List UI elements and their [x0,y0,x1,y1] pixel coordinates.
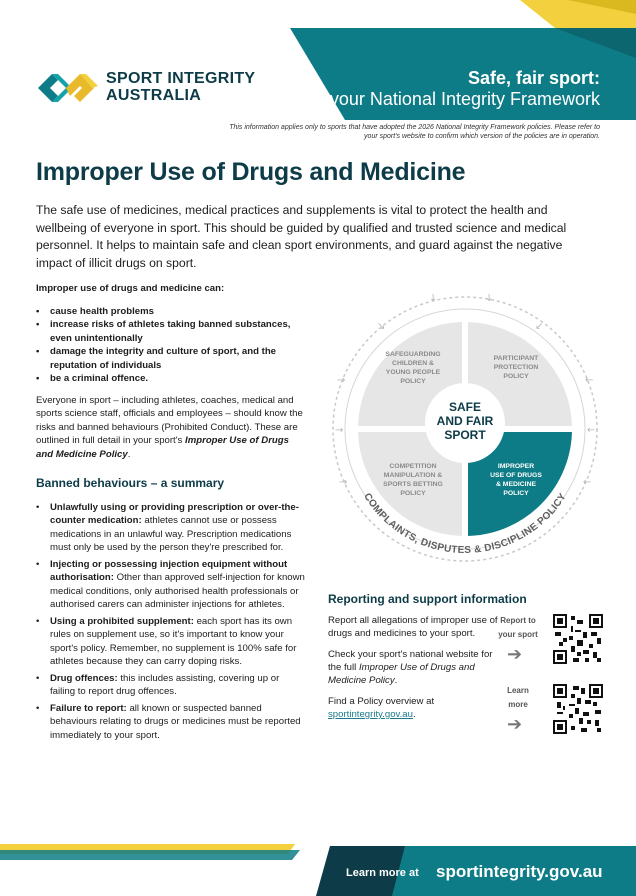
svg-text:↓: ↓ [429,293,438,304]
list-item [36,501,306,555]
banned-item-text: Other than approved self-injection for known medical conditions, only authorised health professionals or authorised carers can administer injections for athletes. [50,572,305,610]
reporting-text: . [394,675,398,686]
quadrant-improper-label: & MEDICINE [495,481,537,488]
banned-item-title: Injecting or possessing injection equipment without authorisation: [50,558,288,583]
list-item: • damage the integrity and culture of sport, and the reputation of individuals [36,345,306,372]
banned-item-text: each sport has its own rules on supplement use, so it's important to know your sport's policy. Remember, no supplement is 100% safe for athletes because they can carry doping risks. [50,615,297,667]
logo-mark-icon [36,66,98,108]
policy-name: Improper Use of Drugs and Medicine Policy [36,435,289,460]
svg-text:→: → [339,477,348,488]
footer-learn-text: Learn more at [346,867,419,879]
quadrant-competition-label: POLICY [400,490,426,497]
list-item [36,558,306,612]
center-line2: AND FAIR [436,414,494,428]
reporting-paragraph-3 [328,695,498,721]
framework-title [330,68,600,110]
framework-diagram [325,285,605,570]
qr-learn-label [493,684,543,712]
quadrant-safeguarding-label: POLICY [400,378,426,385]
qr-report-block [493,614,603,670]
svg-text:←: ← [585,375,594,386]
qr-report-label-line2: your sport [498,630,538,639]
ring-label: COMPLAINTS, DISPUTES & DISCIPLINE POLICY [361,491,569,557]
svg-text:←: ← [583,477,592,488]
footer-url-link[interactable]: sportintegrity.gov.au [436,862,603,881]
disclaimer: This information applies only to sports that have adopted the 2026 National Integrity Framework policies. Please refer to your sport's website to confirm which version of the policies are in operation. [229,124,600,140]
quadrant-safeguarding-label: CHILDREN & [392,360,434,367]
svg-text:→: → [337,375,346,386]
qr-code-icon[interactable] [553,684,603,734]
quadrant-safeguarding-label: YOUNG PEOPLE [385,369,441,376]
quadrant-improper-label: IMPROPER [497,463,535,470]
banned-item-title: Using a prohibited supplement: [50,615,194,627]
reporting-text: Find a Policy overview at [328,696,435,707]
banned-list [36,501,306,743]
list-item [36,672,306,699]
everyone-end: . [127,448,131,460]
arrow-right-icon: ➔ [507,714,523,734]
quadrant-competition-label: COMPETITION [389,463,437,470]
logo-text-line1: SPORT INTEGRITY [106,70,256,87]
reporting-paragraph-1: Report all allegations of improper use of drugs and medicines to your sport. [328,615,498,639]
everyone-text: Everyone in sport – including athletes, coaches, medical and sports science staff, officials and employees – should know the risks and banned behaviours (Prohibited Conduct). These are outlined in full detail in your sport's [36,394,303,446]
quadrant-competition-label: MANIPULATION & [383,472,443,479]
list-item [36,702,306,743]
sportintegrity-link[interactable]: sportintegrity.gov.au [328,709,413,720]
qr-learn-block [493,684,603,740]
svg-text:→: → [335,425,344,436]
list-item [36,615,306,669]
reporting-paragraph-2 [328,648,498,687]
banned-item-text: all known or suspected banned behaviours relating to drugs or medicines must be reported immediately to your sport. [50,702,301,741]
list-item: • increase risks of athletes taking banned substances, even unintentionally [36,318,306,345]
svg-text:↘: ↘ [377,321,386,332]
quadrant-competition-label: SPORTS BETTING [383,481,443,488]
banned-item-title: Unlawfully using or providing prescription or over-the-counter medication: [50,501,299,526]
banned-item-title: Failure to report: [50,702,127,714]
quadrant-improper-label: USE OF DRUGS [490,472,542,479]
list-item: • be a criminal offence. [36,372,306,386]
banned-item-text: athletes cannot use or possess medications in an unlawful way. Prescription medications must only be used by the person they're prescribed for. [50,515,292,553]
quadrant-improper-label: POLICY [503,490,529,497]
sport-integrity-logo [36,66,255,108]
svg-text:↓: ↓ [485,293,494,304]
qr-report-label-line1: Report to [500,616,536,625]
logo-text-line2: AUSTRALIA [106,87,202,104]
policy-name: Improper Use of Drugs and Medicine Policy [328,662,475,686]
banned-heading: Banned behaviours – a summary [36,476,225,490]
quadrant-participant-label: POLICY [503,373,529,380]
qr-learn-label-line2: more [508,700,528,709]
reporting-text: Check your sport's national website for the full [328,649,493,673]
qr-code-icon[interactable] [553,614,603,664]
quadrant-safeguarding-label: SAFEGUARDING [385,351,441,358]
arrow-right-icon: ➔ [507,644,523,664]
svg-text:↙: ↙ [535,321,544,332]
list-item: • cause health problems [36,305,306,319]
banned-item-text: this includes assisting, covering up or failing to report drug offences. [50,672,280,697]
reporting-heading: Reporting and support information [328,592,527,606]
intro-paragraph: The safe use of medicines, medical practices and supplements is vital to protect the health and wellbeing of everyone in sport. This should be guided by qualified and trusted science and medical personnel. It helps to maintain safe and clean sport environments, and guard against the negative impact of illicit drugs on sport. [36,203,567,270]
quadrant-participant-label: PROTECTION [493,364,539,371]
center-line3: SPORT [444,428,486,442]
svg-text:←: ← [587,425,596,436]
banned-item-title: Drug offences: [50,672,118,684]
improper-list [36,305,306,386]
reporting-section [328,592,603,734]
center-line1: SAFE [448,400,482,414]
qr-report-label [493,614,543,642]
reporting-text: . [412,709,416,720]
qr-learn-label-line1: Learn [507,686,529,695]
framework-title-line2: your National Integrity Framework [329,89,600,109]
improper-lead: Improper use of drugs and medicine can: [36,283,225,294]
left-column [36,282,306,750]
page-title: Improper Use of Drugs and Medicine [36,158,466,186]
everyone-paragraph [36,394,306,462]
quadrant-participant-label: PARTICIPANT [493,355,539,362]
framework-title-line1: Safe, fair sport: [467,68,600,88]
